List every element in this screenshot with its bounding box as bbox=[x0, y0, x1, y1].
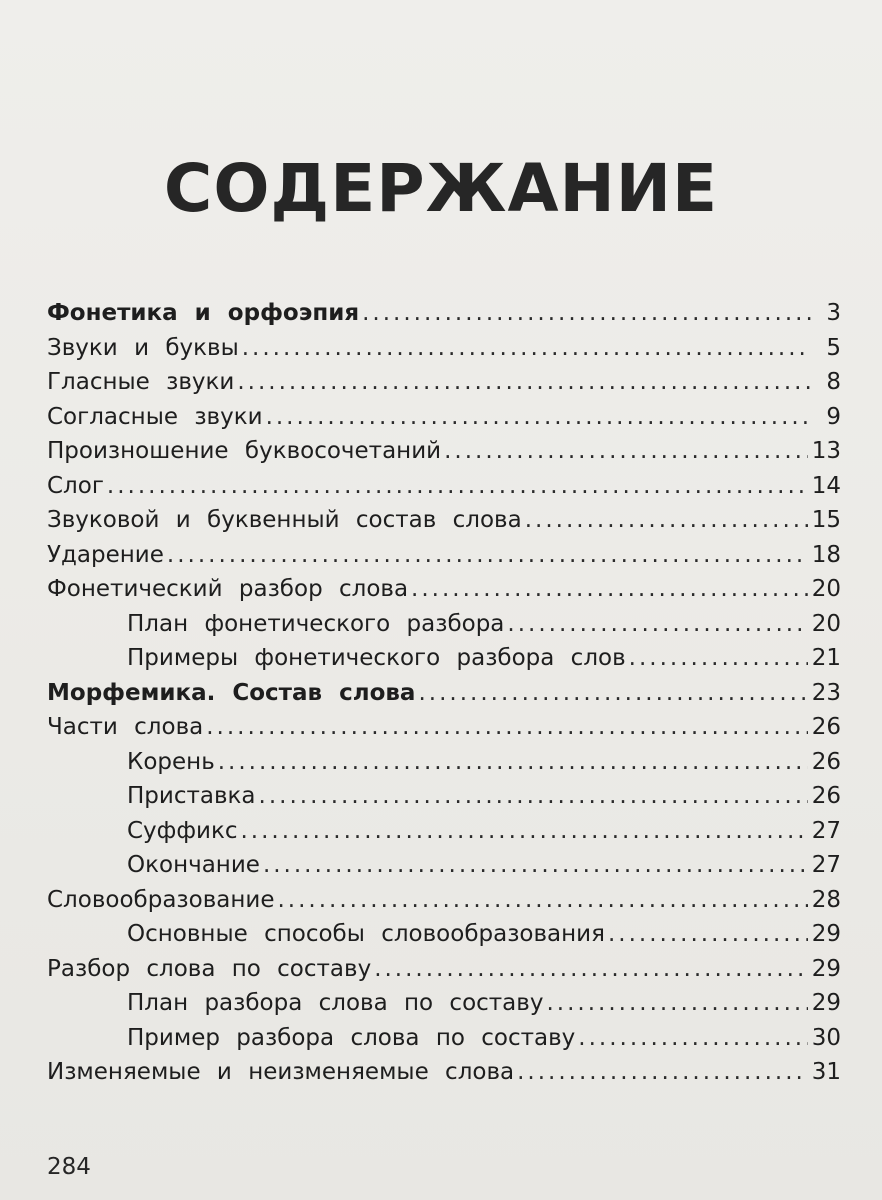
toc-entry-label: Морфемика. Состав слова bbox=[47, 679, 416, 706]
toc-entry bbox=[47, 331, 841, 366]
toc-entry-page: 29 bbox=[811, 990, 841, 1016]
toc-entry-label: Основные способы словообразования bbox=[127, 921, 605, 947]
toc-entry bbox=[47, 883, 841, 918]
toc-section bbox=[47, 676, 841, 711]
toc-entry bbox=[47, 641, 841, 676]
toc-entry-page: 18 bbox=[811, 541, 841, 568]
toc-dot-leader bbox=[278, 883, 808, 918]
toc-dot-leader bbox=[167, 538, 808, 573]
toc-entry bbox=[47, 400, 841, 435]
toc-entry-label: Звуковой и буквенный состав слова bbox=[47, 507, 522, 533]
toc-entry-label: Части слова bbox=[47, 714, 204, 740]
toc-dot-leader bbox=[525, 503, 808, 538]
toc-entry-label: Изменяемые и неизменяемые слова bbox=[47, 1059, 515, 1085]
toc-entry bbox=[47, 503, 841, 538]
toc-dot-leader bbox=[107, 469, 808, 504]
toc-dot-leader bbox=[242, 331, 811, 366]
table-of-contents bbox=[47, 296, 841, 1090]
toc-entry bbox=[47, 1021, 841, 1056]
toc-entry bbox=[47, 538, 841, 573]
toc-dot-leader bbox=[546, 986, 807, 1021]
toc-entry-label: План разбора слова по составу bbox=[127, 990, 544, 1016]
toc-entry bbox=[47, 779, 841, 814]
toc-entry-page: 29 bbox=[811, 955, 841, 982]
toc-dot-leader bbox=[517, 1055, 808, 1090]
toc-dot-leader bbox=[629, 641, 808, 676]
toc-entry-label: Корень bbox=[127, 748, 215, 775]
toc-entry bbox=[47, 710, 841, 745]
toc-dot-leader bbox=[263, 848, 808, 883]
toc-entry-page: 26 bbox=[811, 714, 841, 740]
toc-entry bbox=[47, 745, 841, 780]
toc-entry-page: 26 bbox=[811, 748, 841, 775]
toc-entry-label: Приставка bbox=[127, 783, 256, 809]
toc-dot-leader bbox=[411, 572, 808, 607]
toc-dot-leader bbox=[241, 814, 808, 849]
toc-entry bbox=[47, 365, 841, 400]
toc-entry-label: Окончание bbox=[127, 852, 260, 878]
toc-entry-page: 8 bbox=[826, 369, 841, 395]
toc-entry-page: 31 bbox=[811, 1059, 841, 1085]
toc-entry-page: 28 bbox=[811, 886, 841, 913]
toc-entry-label: Фонетический разбор слова bbox=[47, 576, 409, 602]
toc-dot-leader bbox=[578, 1021, 807, 1056]
toc-entry bbox=[47, 434, 841, 469]
toc-dot-leader bbox=[374, 952, 808, 987]
toc-dot-leader bbox=[362, 296, 811, 331]
toc-entry-page: 9 bbox=[826, 403, 841, 430]
toc-entry-page: 15 bbox=[811, 507, 841, 533]
toc-entry bbox=[47, 814, 841, 849]
toc-entry-label: Примеры фонетического разбора слов bbox=[127, 645, 626, 671]
toc-dot-leader bbox=[418, 676, 807, 711]
toc-entry-label: Словообразование bbox=[47, 886, 275, 913]
toc-entry-label: Гласные звуки bbox=[47, 369, 235, 395]
toc-entry-page: 20 bbox=[811, 610, 841, 637]
toc-entry bbox=[47, 848, 841, 883]
toc-dot-leader bbox=[237, 365, 811, 400]
toc-entry-label: Слог bbox=[47, 472, 104, 499]
toc-entry-page: 21 bbox=[811, 645, 841, 671]
toc-entry bbox=[47, 952, 841, 987]
toc-entry-page: 14 bbox=[811, 472, 841, 499]
toc-entry-label: План фонетического разбора bbox=[127, 610, 505, 637]
toc-entry-label: Пример разбора слова по составу bbox=[127, 1024, 576, 1051]
toc-entry-label: Фонетика и орфоэпия bbox=[47, 300, 360, 326]
page-number: 284 bbox=[47, 1154, 91, 1180]
toc-section bbox=[47, 296, 841, 331]
toc-entry-page: 3 bbox=[826, 300, 841, 326]
toc-entry-page: 13 bbox=[811, 438, 841, 464]
toc-dot-leader bbox=[507, 607, 807, 642]
toc-entry-page: 20 bbox=[811, 576, 841, 602]
toc-entry-page: 30 bbox=[811, 1024, 841, 1051]
toc-entry bbox=[47, 1055, 841, 1090]
toc-entry bbox=[47, 572, 841, 607]
toc-entry-label: Ударение bbox=[47, 541, 164, 568]
toc-dot-leader bbox=[608, 917, 808, 952]
toc-entry-label: Согласные звуки bbox=[47, 403, 263, 430]
toc-dot-leader bbox=[266, 400, 811, 435]
toc-entry-label: Звуки и буквы bbox=[47, 334, 239, 361]
toc-entry-page: 29 bbox=[811, 921, 841, 947]
toc-entry bbox=[47, 917, 841, 952]
toc-entry-page: 27 bbox=[811, 817, 841, 844]
toc-entry-page: 23 bbox=[811, 679, 841, 706]
toc-entry-label: Произношение буквосочетаний bbox=[47, 438, 442, 464]
toc-entry-page: 5 bbox=[826, 334, 841, 361]
toc-entry-label: Разбор слова по составу bbox=[47, 955, 372, 982]
toc-entry bbox=[47, 469, 841, 504]
toc-dot-leader bbox=[259, 779, 808, 814]
toc-entry-page: 26 bbox=[811, 783, 841, 809]
page-title: СОДЕРЖАНИЕ bbox=[163, 150, 719, 227]
toc-entry-page: 27 bbox=[811, 852, 841, 878]
toc-entry bbox=[47, 986, 841, 1021]
toc-dot-leader bbox=[206, 710, 807, 745]
toc-dot-leader bbox=[218, 745, 808, 780]
toc-dot-leader bbox=[444, 434, 808, 469]
toc-entry bbox=[47, 607, 841, 642]
toc-entry-label: Суффикс bbox=[127, 817, 238, 844]
